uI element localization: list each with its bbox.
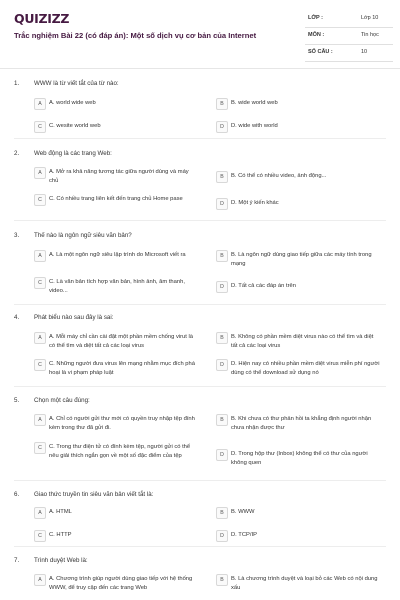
option-text: A. Chương trình giúp người dùng giao tiếp với hệ thống WWW, để truy cập đến các trang Web <box>49 576 193 591</box>
question-number: 6. <box>14 491 20 498</box>
question-text: Chọn một câu đúng: <box>34 397 90 404</box>
option-letter: B <box>216 98 228 110</box>
question-text: WWW là từ viết tắt của từ nào: <box>34 80 119 87</box>
option-letter: C <box>34 530 46 542</box>
question-divider <box>14 220 386 221</box>
meta-class-value: Lớp 10 <box>361 15 379 21</box>
meta-class-row <box>305 11 393 28</box>
meta-subject-value: Tin học <box>361 32 379 38</box>
option-letter: C <box>34 359 46 371</box>
option-text: A. Chỉ có người gửi thư mới có quyền truy nhập tệp đính kèm trong thư đã gửi đi. <box>49 416 195 431</box>
question-number: 1. <box>14 80 20 87</box>
option-text: D. Trong hộp thư (Inbox) không thể có thư của người không quen <box>231 451 368 466</box>
option-letter: D <box>216 359 228 371</box>
option-letter: B <box>216 250 228 262</box>
option-letter: B <box>216 414 228 426</box>
option-letter: C <box>34 121 46 133</box>
option-text: B. Có thể có nhiều video, ảnh động... <box>231 173 327 179</box>
question-number: 2. <box>14 150 20 157</box>
option-text: B. Khi chưa có thư phản hồi ta khẳng định người nhận chưa nhận được thư <box>231 416 372 431</box>
question-text: Giao thức truyền tin siêu văn bản viết tắt là: <box>34 491 154 498</box>
option-text: C. Trong thư điện tử có đính kèm tệp, người gửi có thể nêu giải thích ngắn gọn về một số đặc điểm của tệp <box>49 444 191 459</box>
option-text: D. Một ý kiến khác <box>231 200 279 206</box>
worksheet-header <box>0 0 400 69</box>
option-letter: A <box>34 574 46 586</box>
worksheet-meta <box>305 11 393 62</box>
option-letter: D <box>216 198 228 210</box>
question-number: 3. <box>14 232 20 239</box>
question-divider <box>14 304 386 305</box>
option-letter: B <box>216 507 228 519</box>
question-number: 4. <box>14 314 20 321</box>
meta-subject-label: MÔN : <box>308 32 325 38</box>
option-text: C. Là văn bản tích hợp văn bản, hình ảnh, âm thanh, video... <box>49 279 185 294</box>
question-text: Web động là các trang Web: <box>34 150 112 157</box>
option-text: B. WWW <box>231 509 255 515</box>
option-text: B. Không có phần mềm diệt virus nào có thể tìm và diệt tất cả các loại virus <box>231 334 374 349</box>
question-divider <box>14 546 386 547</box>
option-letter: B <box>216 171 228 183</box>
worksheet-title: Trắc nghiệm Bài 22 (có đáp án): Một số dịch vụ cơ bản của Internet <box>14 31 257 40</box>
option-letter: A <box>34 507 46 519</box>
option-text: D. TCP/IP <box>231 532 257 538</box>
option-letter: A <box>34 414 46 426</box>
option-letter: B <box>216 332 228 344</box>
option-text: C. Có nhiều trang liên kết đến trang chủ Home pase <box>49 196 183 202</box>
option-letter: D <box>216 121 228 133</box>
option-letter: D <box>216 530 228 542</box>
option-text: C. wesite world web <box>49 123 101 129</box>
question-text: Phát biểu nào sau đây là sai: <box>34 314 114 321</box>
option-letter: C <box>34 442 46 454</box>
question-text: Trình duyệt Web là: <box>34 557 88 564</box>
option-letter: A <box>34 167 46 179</box>
option-text: A. HTML <box>49 509 72 515</box>
question-number: 7. <box>14 557 20 564</box>
option-letter: B <box>216 574 228 586</box>
option-text: A. world wide web <box>49 100 96 106</box>
option-text: A. Là một ngôn ngữ siêu lập trình do Microsoft viết ra <box>49 252 186 258</box>
quizizz-logo: QUIZIZZ <box>14 11 70 26</box>
meta-count-label: SỐ CÂU : <box>308 49 333 55</box>
option-text: B. Là ngôn ngữ dùng giao tiếp giữa các máy tính trong mạng <box>231 252 372 267</box>
meta-class-label: LỚP : <box>308 15 323 21</box>
option-text: D. wide with world <box>231 123 278 129</box>
meta-count-value: 10 <box>361 49 368 55</box>
option-text: D. Tất cả các đáp án trên <box>231 283 296 289</box>
option-text: B. Là chương trình duyệt và loại bỏ các Web có nội dung xấu <box>231 576 378 591</box>
option-text: A. Mở ra khả năng tương tác giữa người dùng và máy chủ <box>49 169 189 184</box>
question-text: Thế nào là ngôn ngữ siêu văn bản? <box>34 232 132 239</box>
option-letter: A <box>34 332 46 344</box>
option-text: A. Mỗi máy chỉ cần cài đặt một phần mềm chống virut là có thể tìm và diệt tất cả các loại virus <box>49 334 194 349</box>
question-number: 5. <box>14 397 20 404</box>
question-divider <box>14 480 386 481</box>
meta-subject-row <box>305 28 393 45</box>
option-text: C. Những người đưa virus lên mạng nhằm mục đích phá hoại là vi phạm pháp luật <box>49 361 195 376</box>
meta-count-row <box>305 45 393 62</box>
option-letter: D <box>216 281 228 293</box>
option-letter: C <box>34 194 46 206</box>
option-letter: D <box>216 449 228 461</box>
option-letter: A <box>34 98 46 110</box>
option-text: D. Hiện nay có nhiều phần mềm diệt virus miễn phí người dùng có thể download sử dụng nó <box>231 361 380 376</box>
question-divider <box>14 138 386 139</box>
option-text: C. HTTP <box>49 532 72 538</box>
option-text: B. wide world web <box>231 100 278 106</box>
option-letter: A <box>34 250 46 262</box>
option-letter: C <box>34 277 46 289</box>
question-divider <box>14 386 386 387</box>
